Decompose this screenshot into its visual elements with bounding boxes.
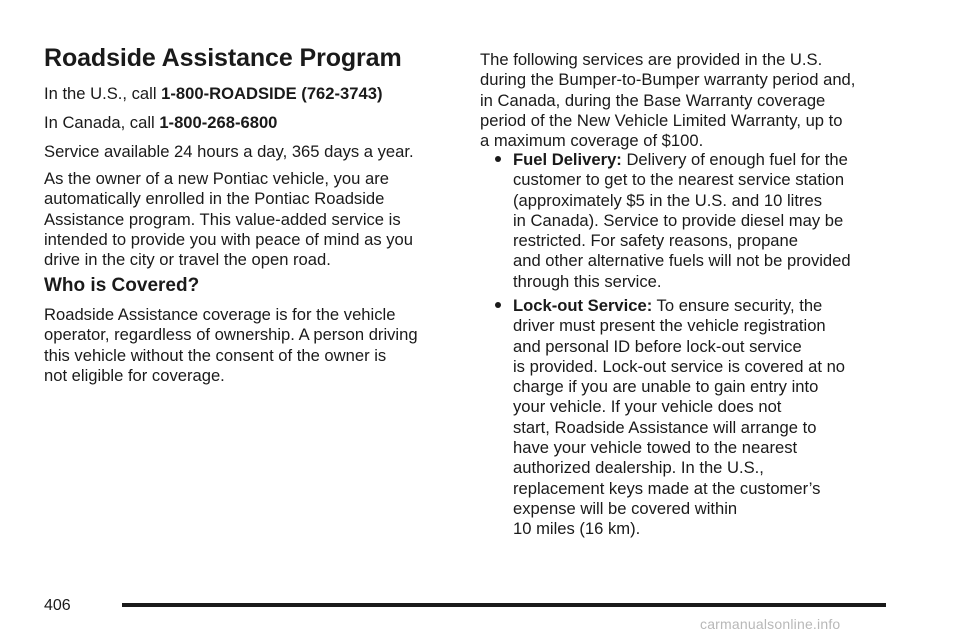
intro-paragraph bbox=[44, 169, 413, 270]
services-intro-paragraph bbox=[480, 50, 855, 151]
us-call-label: In the U.S., call bbox=[44, 84, 162, 103]
text-line: driver must present the vehicle registration bbox=[513, 316, 826, 336]
text-line: The following services are provided in the U.S. bbox=[480, 50, 823, 69]
fuel-delivery-item bbox=[513, 150, 851, 292]
text-line: your vehicle. If your vehicle does not bbox=[513, 397, 782, 417]
watermark: carmanualsonline.info bbox=[700, 616, 841, 632]
text-line: As the owner of a new Pontiac vehicle, you are bbox=[44, 169, 389, 188]
text-line: operator, regardless of ownership. A person driving bbox=[44, 325, 418, 345]
text-line: start, Roadside Assistance will arrange to bbox=[513, 417, 817, 437]
text-line: and personal ID before lock-out service bbox=[513, 336, 802, 356]
text-line: customer to get to the nearest service station bbox=[513, 170, 845, 190]
coverage-paragraph bbox=[44, 305, 418, 386]
text-line: Roadside Assistance coverage is for the vehicle bbox=[44, 305, 396, 324]
text-line: drive in the city or travel the open road. bbox=[44, 250, 331, 270]
text-line: in Canada, during the Base Warranty coverage bbox=[480, 90, 826, 110]
text-line: and other alternative fuels will not be provided bbox=[513, 251, 851, 271]
lockout-service-text: To ensure security, the bbox=[652, 296, 823, 315]
page-title: Roadside Assistance Program bbox=[44, 44, 402, 72]
text-line: replacement keys made at the customer’s bbox=[513, 478, 821, 498]
text-line: restricted. For safety reasons, propane bbox=[513, 231, 798, 251]
text-line: (approximately $5 in the U.S. and 10 litres bbox=[513, 190, 822, 210]
text-line: this vehicle without the consent of the owner is bbox=[44, 345, 387, 365]
text-line: during the Bumper-to-Bumper warranty period and, bbox=[480, 70, 856, 90]
lockout-service-label: Lock-out Service: bbox=[513, 296, 653, 315]
text-line: not eligible for coverage. bbox=[44, 365, 225, 385]
lockout-service-item bbox=[513, 296, 845, 540]
text-line: automatically enrolled in the Pontiac Roadside bbox=[44, 189, 385, 209]
canada-call-label: In Canada, call bbox=[44, 113, 160, 132]
text-line: is provided. Lock-out service is covered at no bbox=[513, 356, 846, 376]
us-phone-line bbox=[44, 84, 382, 104]
fuel-delivery-text: Delivery of enough fuel for the bbox=[621, 150, 848, 169]
bullet-icon bbox=[495, 302, 501, 308]
text-line: authorized dealership. In the U.S., bbox=[513, 458, 764, 478]
text-line: expense will be covered within bbox=[513, 498, 738, 518]
fuel-delivery-label: Fuel Delivery: bbox=[513, 150, 622, 169]
text-line: through this service. bbox=[513, 271, 662, 291]
page-number: 406 bbox=[44, 597, 71, 614]
text-line: charge if you are unable to gain entry into bbox=[513, 377, 819, 397]
canada-phone-number: 1-800-268-6800 bbox=[159, 113, 278, 132]
availability-text: Service available 24 hours a day, 365 days a year. bbox=[44, 142, 414, 161]
footer-rule bbox=[122, 603, 886, 607]
text-line: intended to provide you with peace of mind as you bbox=[44, 229, 413, 249]
text-line: in Canada). Service to provide diesel may be bbox=[513, 210, 844, 230]
text-line: 10 miles (16 km). bbox=[513, 519, 641, 539]
text-line: period of the New Vehicle Limited Warranty, up to bbox=[480, 110, 843, 130]
us-phone-number: 1-800-ROADSIDE (762-3743) bbox=[161, 84, 383, 103]
canada-phone-line bbox=[44, 113, 277, 133]
fuel-delivery-first-line bbox=[513, 150, 851, 170]
text-line: a maximum coverage of $100. bbox=[480, 131, 704, 151]
section-heading-who-is-covered: Who is Covered? bbox=[44, 275, 200, 296]
bullet-icon bbox=[495, 156, 501, 162]
text-line: have your vehicle towed to the nearest bbox=[513, 438, 798, 458]
lockout-first-line bbox=[513, 296, 845, 316]
text-line: Assistance program. This value-added service is bbox=[44, 209, 401, 229]
